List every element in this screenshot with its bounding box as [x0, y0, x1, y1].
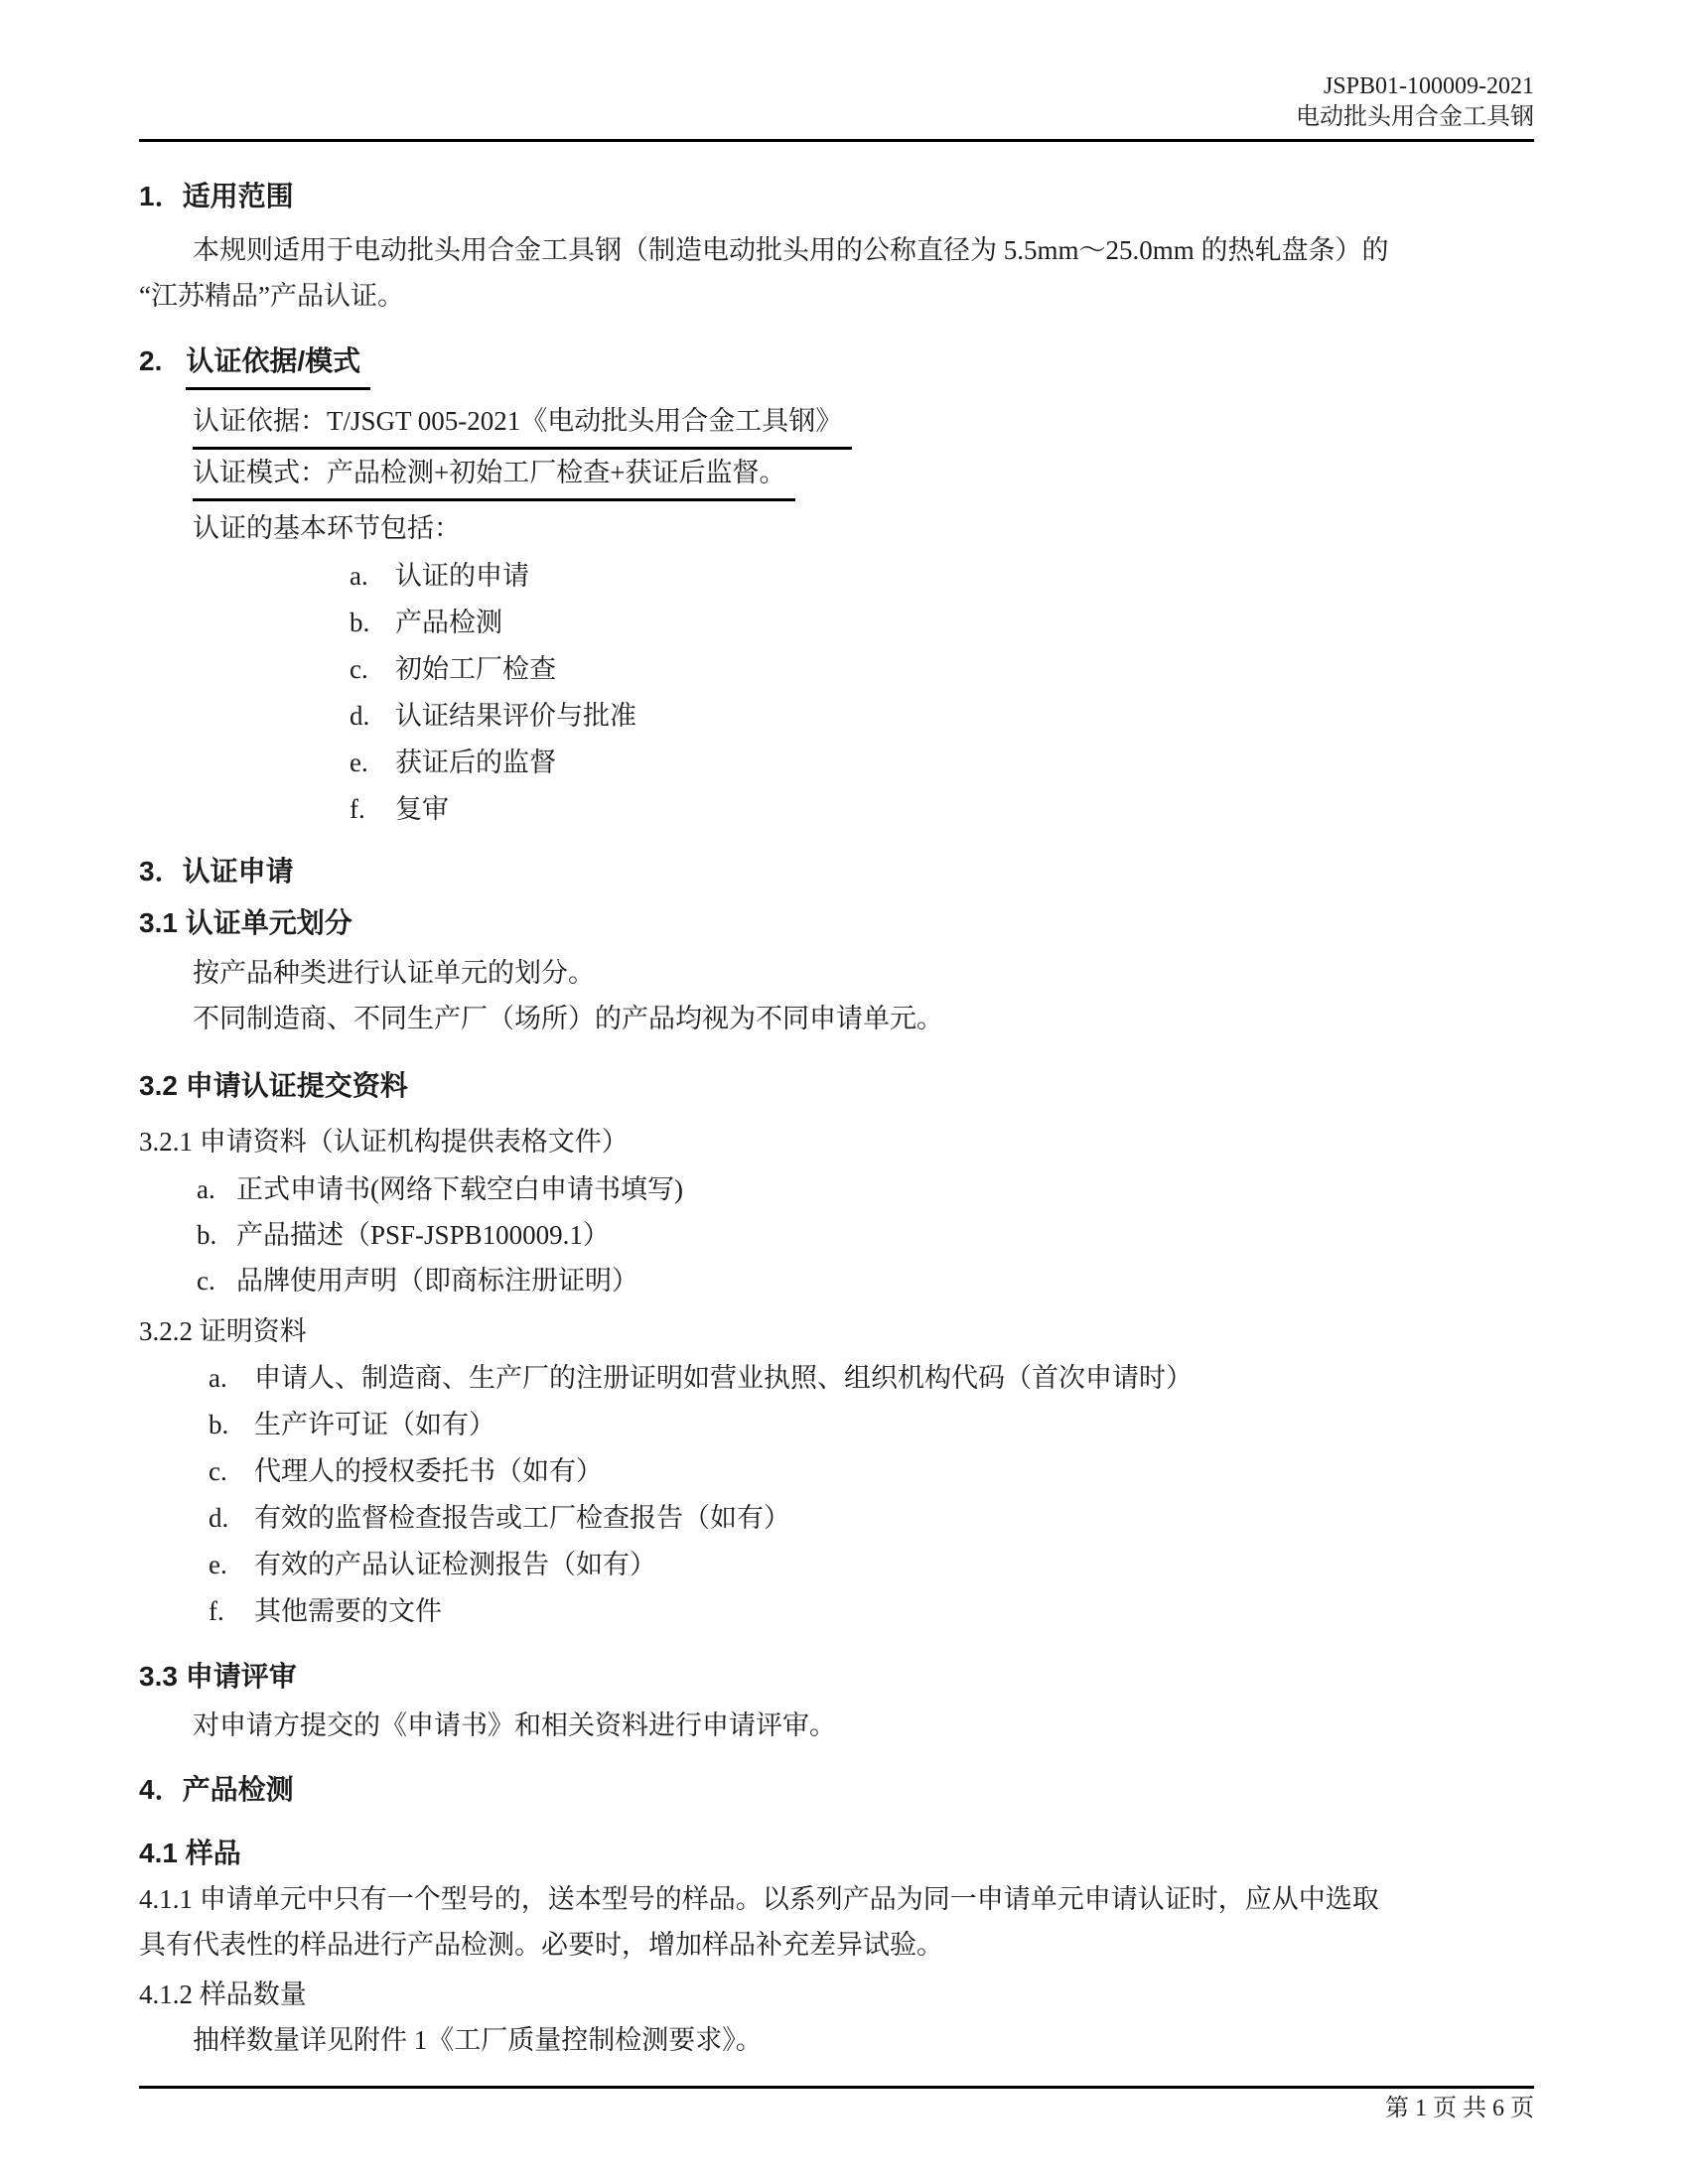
section-1-paragraph-line-2: “江苏精品”产品认证。: [139, 281, 404, 311]
list-item-b: b. 产品描述（PSF-JSPB100009.1）: [197, 1220, 610, 1250]
list-item-f: f. 其他需要的文件: [209, 1596, 442, 1626]
list-item-text: 其他需要的文件: [254, 1596, 442, 1626]
section-3-2-1-heading: 3.2.1 申请资料（认证机构提供表格文件）: [139, 1127, 629, 1157]
list-item-text: 有效的监督检查报告或工厂检查报告（如有）: [254, 1503, 790, 1533]
list-item-text: 品牌使用声明（即商标注册证明）: [236, 1266, 638, 1296]
section-4-1-2-heading: 4.1.2 样品数量: [139, 1979, 307, 2009]
list-item-c: c. 代理人的授权委托书（如有）: [209, 1456, 603, 1486]
application-materials-list: [139, 1166, 1534, 1303]
list-item-a: a. 申请人、制造商、生产厂的注册证明如营业执照、组织机构代码（首次申请时）: [209, 1363, 1193, 1393]
list-item-text: 正式申请书(网络下载空白申请书填写): [236, 1174, 683, 1204]
section-3-1-paragraph-1: 按产品种类进行认证单元的划分。: [193, 958, 595, 988]
step-item-e: e. 获证后的监督: [350, 748, 556, 777]
section-3-3-paragraph: 对申请方提交的《申请书》和相关资料进行申请评审。: [193, 1710, 836, 1740]
section-2-number: 2.: [139, 345, 163, 376]
list-item-a: a. 正式申请书(网络下载空白申请书填写): [197, 1174, 683, 1204]
certification-mode: 认证模式：产品检测+初始工厂检查+获证后监督。: [139, 450, 1534, 501]
list-item-b: b. 生产许可证（如有）: [209, 1410, 495, 1439]
step-item-c: c. 初始工厂检查: [350, 654, 556, 684]
step-text: 产品检测: [395, 608, 502, 637]
section-4-1-1-paragraph-line-1: 4.1.1 申请单元中只有一个型号的，送本型号的样品。以系列产品为同一申请单元申请认证时，应从中选取: [139, 1884, 1379, 1914]
page-number: 第 1 页 共 6 页: [1385, 2096, 1534, 2121]
step-text: 初始工厂检查: [395, 654, 556, 684]
page-header: [139, 0, 1534, 133]
list-item-c: c. 品牌使用声明（即商标注册证明）: [197, 1266, 638, 1296]
section-4-1-heading: 4.1 样品: [139, 1838, 241, 1868]
section-3-2-2-heading: 3.2.2 证明资料: [139, 1316, 307, 1346]
list-item-text: 产品描述（PSF-JSPB100009.1）: [236, 1220, 610, 1250]
doc-code: JSPB01-100009-2021: [1323, 73, 1534, 99]
section-2-heading: [139, 339, 1534, 390]
certification-basis: 认证依据：T/JSGT 005-2021《电动批头用合金工具钢》: [139, 398, 1534, 450]
certification-steps-list: [139, 553, 1534, 833]
steps-intro: 认证的基本环节包括：: [193, 513, 461, 543]
step-item-d: d. 认证结果评价与批准: [350, 701, 636, 731]
list-item-text: 生产许可证（如有）: [254, 1410, 495, 1439]
list-item-e: e. 有效的产品认证检测报告（如有）: [209, 1550, 656, 1579]
step-text: 复审: [395, 794, 449, 824]
section-3-1-paragraph-2: 不同制造商、不同生产厂（场所）的产品均视为不同申请单元。: [193, 1004, 943, 1033]
list-item-text: 申请人、制造商、生产厂的注册证明如营业执照、组织机构代码（首次申请时）: [254, 1363, 1193, 1393]
supporting-documents-list: [139, 1355, 1534, 1635]
section-4-1-2-paragraph: 抽样数量详见附件 1《工厂质量控制检测要求》。: [193, 2025, 763, 2055]
step-item-f: f. 复审: [350, 794, 449, 824]
doc-title: 电动批头用合金工具钢: [1296, 104, 1534, 130]
section-4-1-1-paragraph-line-2: 具有代表性的样品进行产品检测。必要时，增加样品补充差异试验。: [139, 1930, 943, 1960]
list-item-text: 有效的产品认证检测报告（如有）: [254, 1550, 656, 1579]
section-2-heading-text: 认证依据/模式: [186, 339, 370, 390]
section-3-2-heading: 3.2 申请认证提交资料: [139, 1070, 408, 1101]
header-rule: [139, 139, 1534, 142]
step-item-b: b. 产品检测: [350, 608, 502, 637]
step-text: 认证的申请: [395, 561, 529, 591]
section-3-1-heading: 3.1 认证单元划分: [139, 907, 352, 938]
step-item-a: a. 认证的申请: [350, 561, 529, 591]
section-1-heading: 1．适用范围: [139, 181, 294, 211]
section-3-3-heading: 3.3 申请评审: [139, 1661, 297, 1692]
step-text: 获证后的监督: [395, 748, 556, 777]
list-item-text: 代理人的授权委托书（如有）: [254, 1456, 603, 1486]
list-item-d: d. 有效的监督检查报告或工厂检查报告（如有）: [209, 1503, 790, 1533]
section-3-heading: 3．认证申请: [139, 856, 294, 887]
section-1-paragraph-line-1: 本规则适用于电动批头用合金工具钢（制造电动批头用的公称直径为 5.5mm～25.0mm 的热轧盘条）的: [193, 235, 1389, 265]
section-4-heading: 4．产品检测: [139, 1774, 294, 1805]
step-text: 认证结果评价与批准: [395, 701, 636, 731]
